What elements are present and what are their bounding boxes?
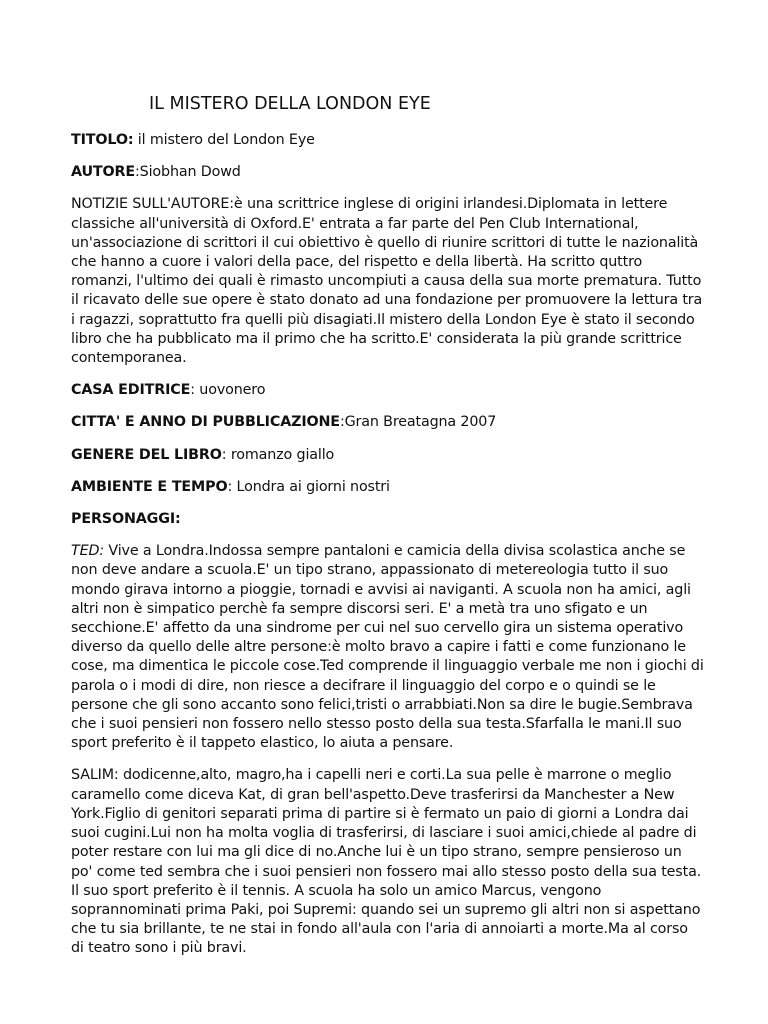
- field-ambiente-value: : Londra ai giorni nostri: [227, 478, 390, 495]
- field-ambiente: [71, 478, 711, 497]
- field-autore-value: :Siobhan Dowd: [135, 164, 241, 181]
- notizie-line: classiche all'università di Oxford.E' entrata a far parte del Pen Club International,: [71, 215, 639, 232]
- notizie-line: i ragazzi, soprattutto fra quelli più disagiati.Il mistero della London Eye è stato il secondo: [71, 311, 695, 328]
- ted-line: [71, 542, 711, 561]
- field-autore-label: AUTORE: [71, 164, 136, 181]
- field-genere-value: : romanzo giallo: [221, 446, 335, 463]
- field-titolo-label: TITOLO:: [71, 132, 134, 148]
- salim-line: caramello come diceva Kat, di gran bell'aspetto.Deve trasferirsi da Manchester a New: [71, 786, 675, 803]
- ted-line: parola o i modi di dire, non riesce a decifrare il linguaggio del corpo e o quindi se le: [71, 677, 656, 694]
- salim-line: soprannominati prima Paki, poi Supremi: quando sei un supremo gli altri non si aspettano: [71, 901, 701, 918]
- ted-line: non deve andare a scuola.E' un tipo strano, appassionato di metereologia tutto il suo: [71, 562, 669, 579]
- ted-line: secchione.E' affetto da una sindrome per cui nel suo cervello gira un sistema operativo: [71, 620, 684, 637]
- ted-line: cose, ma dimentica le piccole cose.Ted comprende il linguaggio verbale me non i giochi di: [71, 658, 704, 675]
- notizie-line: il ricavato delle sue opere è stato donato ad una fondazione per promuovere la lettura tra: [71, 292, 703, 309]
- field-casa-editrice: [71, 381, 711, 400]
- notizie-line: romanzi, l'ultimo dei quali è rimasto uncompiuti a causa della sua morte prematura. Tutto: [71, 273, 702, 290]
- ted-name: TED:: [71, 543, 104, 560]
- salim-line: Il suo sport preferito è il tennis. A scuola ha solo un amico Marcus, vengono: [71, 882, 602, 899]
- ted-line: che i suoi pensieri non fossero nello stesso posto della sua testa.Sfarfalla le mani.Il suo: [71, 716, 682, 733]
- ted-line: sport preferito è il tappeto elastico, lo aiuta a pensare.: [71, 735, 454, 752]
- field-casa-editrice-value: : uovonero: [190, 382, 266, 399]
- salim-line: poter restare con lui ma gli dice di no.Anche lui è un tipo strano, sempre pensieroso un: [71, 844, 682, 861]
- paragraph-ted: [71, 542, 711, 753]
- field-citta-anno-value: :Gran Breatagna 2007: [339, 414, 497, 431]
- field-autore: [71, 163, 711, 182]
- salim-line: York.Figlio di genitori separati prima di partire si è fermato un paio di giorni a Londra dai: [71, 805, 689, 822]
- ted-line-text: Vive a Londra.Indossa sempre pantaloni e camicia della divisa scolastica anche se: [104, 543, 686, 560]
- salim-line: di teatro sono i più bravi.: [71, 940, 247, 957]
- field-genere: [71, 446, 711, 465]
- notizie-line: che hanno a cuore i valori della pace, del rispetto e della libertà. Ha scritto quttro: [71, 254, 643, 271]
- notizie-line: contemporanea.: [71, 350, 187, 367]
- ted-line: mondo girava intorno a pioggie, tornadi e avvisi ai naviganti. A scuola non ha amici, agli: [71, 581, 691, 598]
- field-ambiente-label: AMBIENTE E TEMPO: [71, 478, 228, 495]
- notizie-line: NOTIZIE SULL'AUTORE:è una scrittrice inglese di origini irlandesi.Diplomata in lettere: [71, 196, 668, 213]
- document-title: IL MISTERO DELLA LONDON EYE: [149, 94, 431, 114]
- salim-line: po' come ted sembra che i suoi pensieri non fossero mai allo stesso posto della sua testa.: [71, 863, 702, 880]
- ted-line: persone che gli sono accanto sono felici,tristi o arrabbiati.Non sa dire le bugie.Sembrava: [71, 696, 693, 713]
- field-casa-editrice-label: CASA EDITRICE: [71, 382, 191, 399]
- document-page: [71, 92, 711, 959]
- salim-line: SALIM: dodicenne,alto, magro,ha i capelli neri e corti.La sua pelle è marrone o meglio: [71, 767, 672, 784]
- salim-line: che tu sia brillante, te ne stai in fondo all'aula con l'aria di annoiarti a morte.Ma al corso: [71, 921, 688, 938]
- ted-line: diverso da quello delle altre persone:è molto bravo a capire i fatti e come funzionano le: [71, 639, 686, 656]
- paragraph-salim: [71, 766, 711, 958]
- ted-line: altri non è simpatico perchè fa sempre discorsi seri. E' a metà tra uno sfigato e un: [71, 600, 648, 617]
- paragraph-notizie-autore: [71, 195, 711, 368]
- field-genere-label: GENERE DEL LIBRO: [71, 446, 222, 463]
- field-titolo-value: il mistero del London Eye: [133, 132, 315, 148]
- notizie-line: un'associazione di scrittori il cui obiettivo è quello di riunire scrittori di tutte le nazionalità: [71, 234, 699, 251]
- field-personaggi: [71, 510, 711, 529]
- field-citta-anno-label: CITTA' E ANNO DI PUBBLICAZIONE: [71, 414, 340, 431]
- field-citta-anno: [71, 413, 711, 432]
- field-titolo: [71, 131, 711, 150]
- field-personaggi-label: PERSONAGGI:: [71, 511, 181, 528]
- notizie-line: libro che ha pubblicato ma il primo che ha scritto.E' considerata la più grande scrittrice: [71, 330, 682, 347]
- salim-line: suoi cugini.Lui non ha molta voglia di trasferirsi, di lasciare i suoi amici,chiede al padre di: [71, 825, 697, 842]
